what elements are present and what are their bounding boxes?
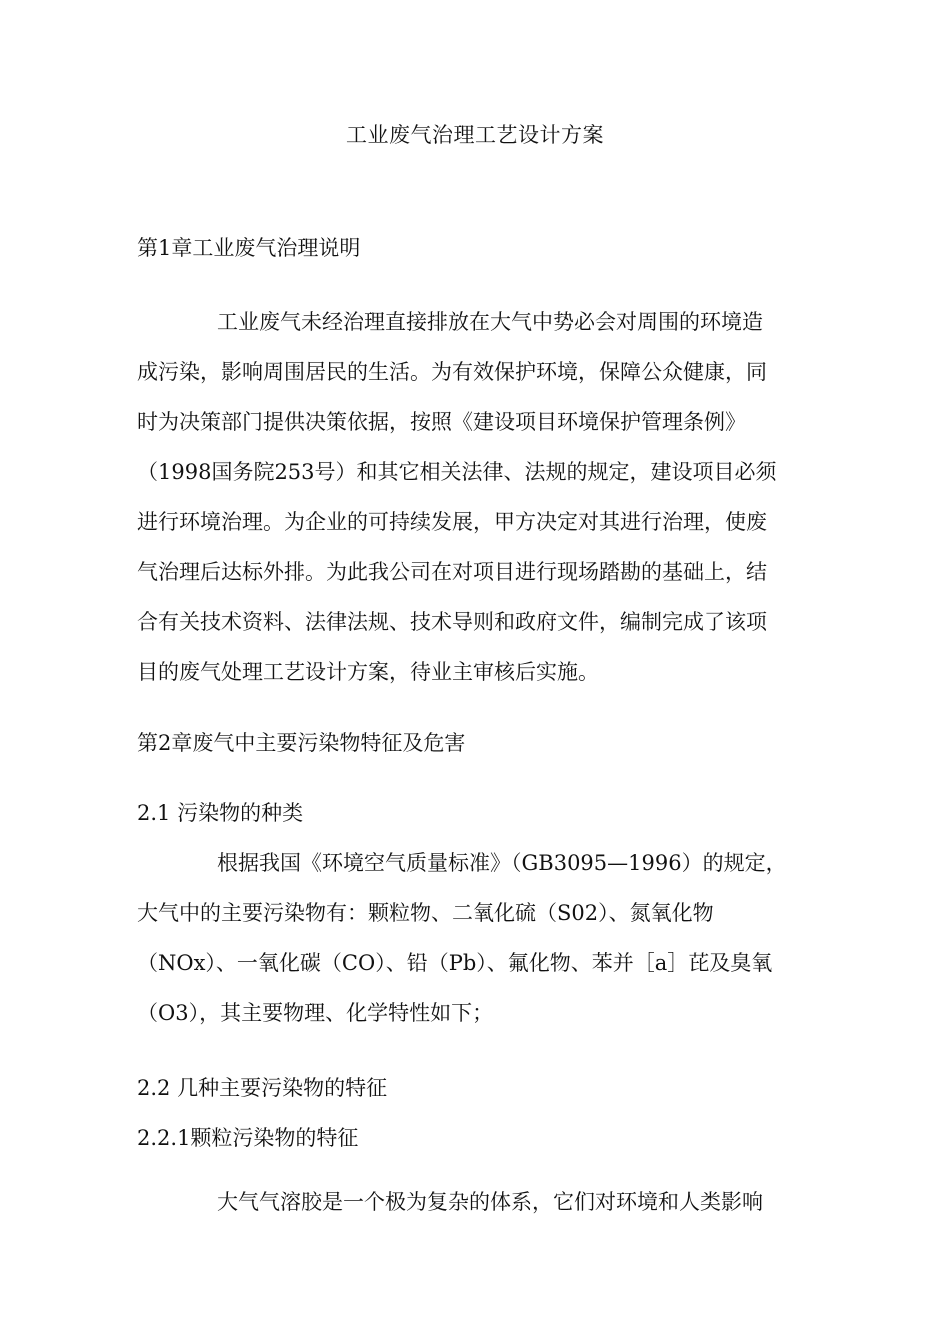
- chapter-1-paragraph: [137, 297, 817, 697]
- chapter-2-heading: 第2章废气中主要污染物特征及危害: [137, 731, 466, 755]
- section-2-1-paragraph: [137, 838, 817, 1038]
- paragraph-line: 工业废气未经治理直接排放在大气中势必会对周围的环境造: [217, 310, 763, 334]
- document-title: 工业废气治理工艺设计方案: [346, 123, 604, 147]
- paragraph-line: （O3），其主要物理、化学特性如下；: [137, 1001, 494, 1025]
- paragraph-line: 大气中的主要污染物有：颗粒物、二氧化硫（S02）、氮氧化物: [137, 901, 714, 925]
- paragraph-line: 大气气溶胶是一个极为复杂的体系，它们对环境和人类影响: [217, 1190, 763, 1214]
- paragraph-line: 成污染，影响周围居民的生活。为有效保护环境，保障公众健康，同: [137, 360, 767, 384]
- paragraph-line: 合有关技术资料、法律法规、技术导则和政府文件，编制完成了该项: [137, 610, 767, 634]
- paragraph-line: 进行环境治理。为企业的可持续发展，甲方决定对其进行治理，使废: [137, 510, 767, 534]
- subsection-2-2-1-paragraph: [137, 1177, 817, 1227]
- chapter-1-heading: 第1章工业废气治理说明: [137, 236, 361, 260]
- paragraph-line: 时为决策部门提供决策依据，按照《建设项目环境保护管理条例》: [137, 410, 746, 434]
- section-2-2-heading: 2.2 几种主要污染物的特征: [137, 1076, 388, 1100]
- subsection-2-2-1-heading: 2.2.1颗粒污染物的特征: [137, 1126, 359, 1150]
- paragraph-line: 气治理后达标外排。为此我公司在对项目进行现场踏勘的基础上，结: [137, 560, 767, 584]
- section-2-1-heading: 2.1 污染物的种类: [137, 801, 304, 825]
- paragraph-line: （1998国务院253号）和其它相关法律、法规的规定，建设项目必须: [137, 460, 777, 484]
- paragraph-line: 目的废气处理工艺设计方案，待业主审核后实施。: [137, 660, 599, 684]
- paragraph-line: （NOx）、一氧化碳（CO）、铅（Pb）、氟化物、苯并［a］芘及臭氧: [137, 951, 773, 975]
- paragraph-line: 根据我国《环境空气质量标准》（GB3095—1996）的规定，: [217, 851, 787, 875]
